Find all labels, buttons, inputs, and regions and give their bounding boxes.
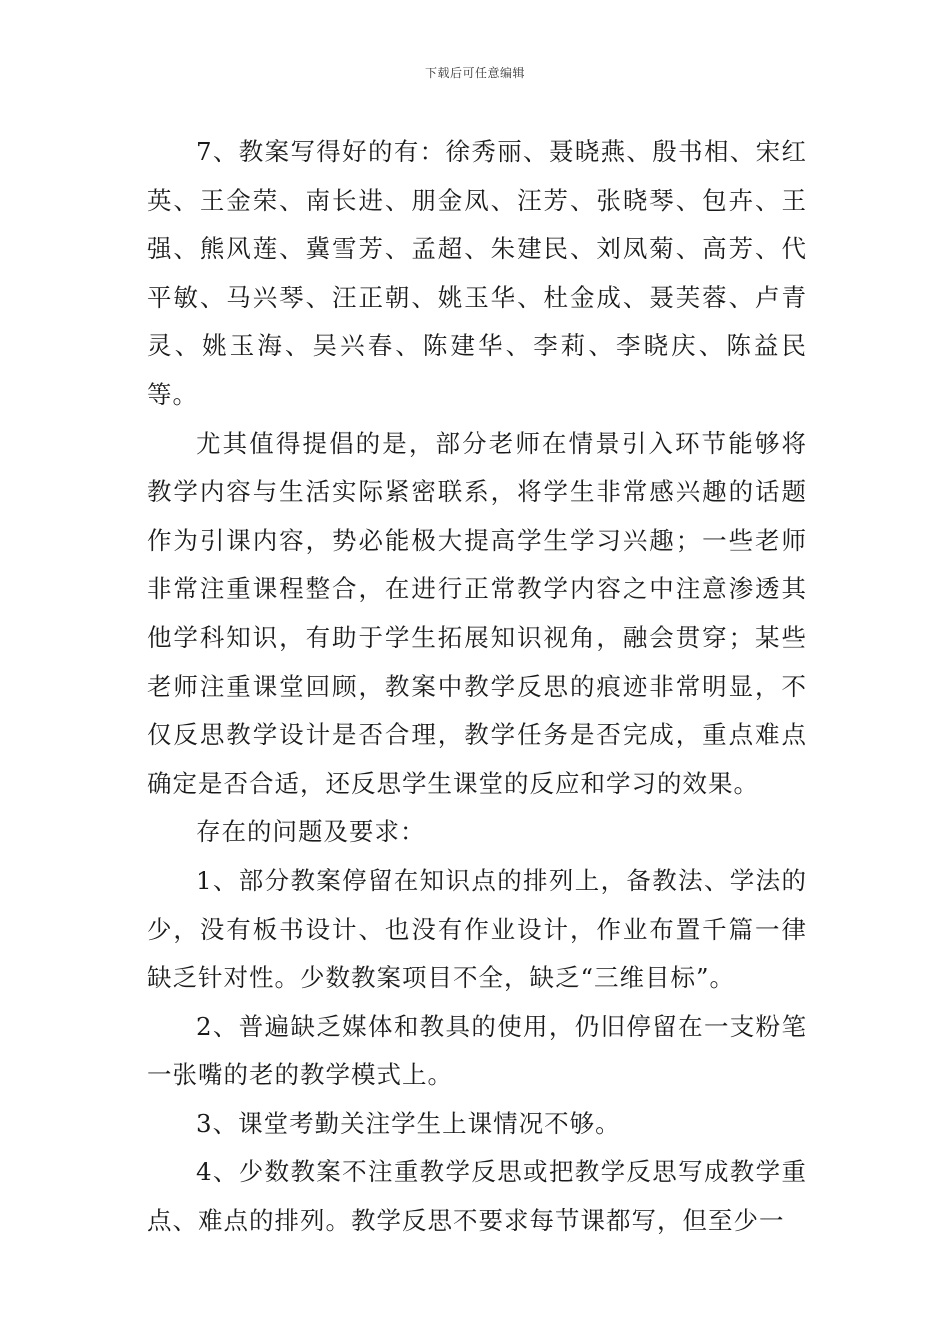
paragraph-problems-heading: 存在的问题及要求： <box>196 817 426 847</box>
header-note: 下载后可任意编辑 <box>424 66 525 80</box>
paragraph-problem-3: 3、课堂考勤关注学生上课情况不够。 <box>196 1108 621 1138</box>
paragraph-problem-2: 2、普遍缺乏媒体和教具的使用，仍旧停留在一支粉笔一张嘴的老的教学模式上。 <box>147 1011 807 1090</box>
paragraph-problem-1: 1、部分教案停留在知识点的排列上，备教法、学法的少，没有板书设计、也没有作业设计，作业布置千篇一律缺乏针对性。少数教案项目不全，缺乏“三维目标”。 <box>147 865 807 993</box>
document-body <box>147 128 807 1246</box>
paragraph-problem-4: 4、少数教案不注重教学反思或把教学反思写成教学重点、难点的排列。教学反思不要求每节课都写，但至少一 <box>147 1157 807 1236</box>
paragraph-good-lesson-plans: 7、教案写得好的有：徐秀丽、聂晓燕、殷书相、宋红英、王金荣、南长进、朋金凤、汪芳、张晓琴、包卉、王强、熊风莲、冀雪芳、孟超、朱建民、刘凤菊、高芳、代平敏、马兴琴、汪正朝、姚玉华、杜金成、聂芙蓉、卢青灵、姚玉海、吴兴春、陈建华、李莉、李晓庆、陈益民等。 <box>147 137 807 409</box>
paragraph-commendations: 尤其值得提倡的是，部分老师在情景引入环节能够将教学内容与生活实际紧密联系，将学生非常感兴趣的话题作为引课内容，势必能极大提高学生学习兴趣；一些老师非常注重课程整合，在进行正常教学内容之中注意渗透其他学科知识，有助于学生拓展知识视角，融会贯穿；某些老师注重课堂回顾，教案中教学反思的痕迹非常明显，不仅反思教学设计是否合理，教学任务是否完成，重点难点确定是否合适，还反思学生课堂的反应和学习的效果。 <box>147 428 807 798</box>
